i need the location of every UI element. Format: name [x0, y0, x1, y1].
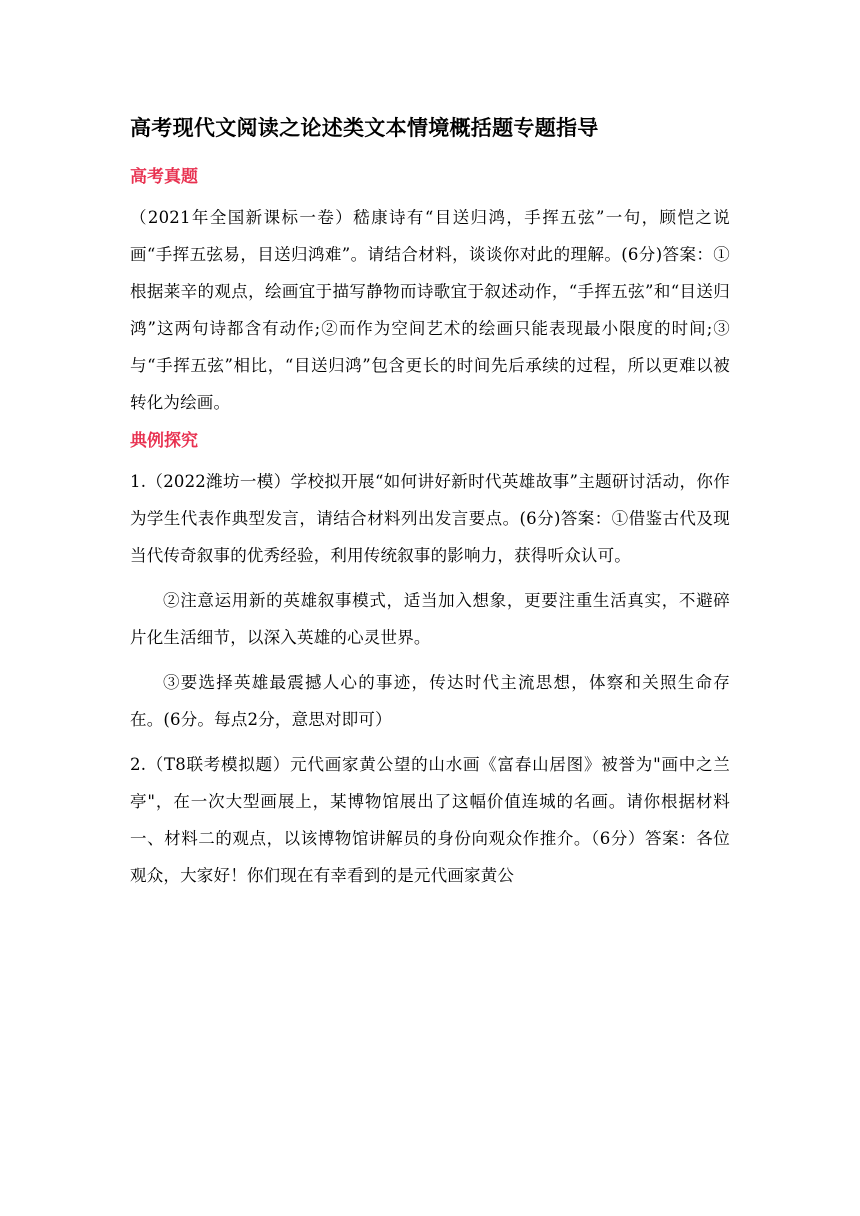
- document-page: [130, 108, 730, 902]
- question-paragraph: （2021年全国新课标一卷）嵇康诗有“目送归鸿，手挥五弦”一句，顾恺之说画“手挥五弦易，目送归鸿难”。请结合材料，谈谈你对此的理解。(6分)答案：①根据莱辛的观点，绘画宜于描写静物而诗歌宜于叙述动作，“手挥五弦”和“目送归鸿”这两句诗都含有动作;②而作为空间艺术的绘画只能表现最小限度的时间;③与“手挥五弦”相比，“目送归鸿”包含更长的时间先后承续的过程，所以更难以被转化为绘画。: [130, 208, 730, 412]
- document-title: 高考现代文阅读之论述类文本情境概括题专题指导: [130, 116, 599, 140]
- section-examples: [130, 429, 730, 894]
- section-heading-examples: 典例探究: [130, 431, 198, 451]
- example-1-point-3: ③要选择英雄最震撼人心的事迹，传达时代主流思想，体察和关照生命存在。(6分。每点2分，意思对即可）: [130, 673, 730, 729]
- section-heading-gaokao-real: 高考真题: [130, 167, 198, 187]
- section-gaokao-real: [130, 165, 730, 421]
- example-1-point-2: ②注意运用新的英雄叙事模式，适当加入想象，更要注重生活真实，不避碎片化生活细节，以深入英雄的心灵世界。: [130, 591, 730, 647]
- example-1-paragraph: 1.（2022潍坊一模）学校拟开展“如何讲好新时代英雄故事”主题研讨活动，你作为学生代表作典型发言，请结合材料列出发言要点。(6分)答案：①借鉴古代及现当代传奇叙事的优秀经验，利用传统叙事的影响力，获得听众认可。: [130, 472, 730, 565]
- example-2-paragraph: 2.（T8联考模拟题）元代画家黄公望的山水画《富春山居图》被誉为"画中之兰亭"，在一次大型画展上，某博物馆展出了这幅价值连城的名画。请你根据材料一、材料二的观点，以该博物馆讲解员的身份向观众作推介。（6分）答案：各位观众，大家好！你们现在有幸看到的是元代画家黄公: [130, 755, 730, 885]
